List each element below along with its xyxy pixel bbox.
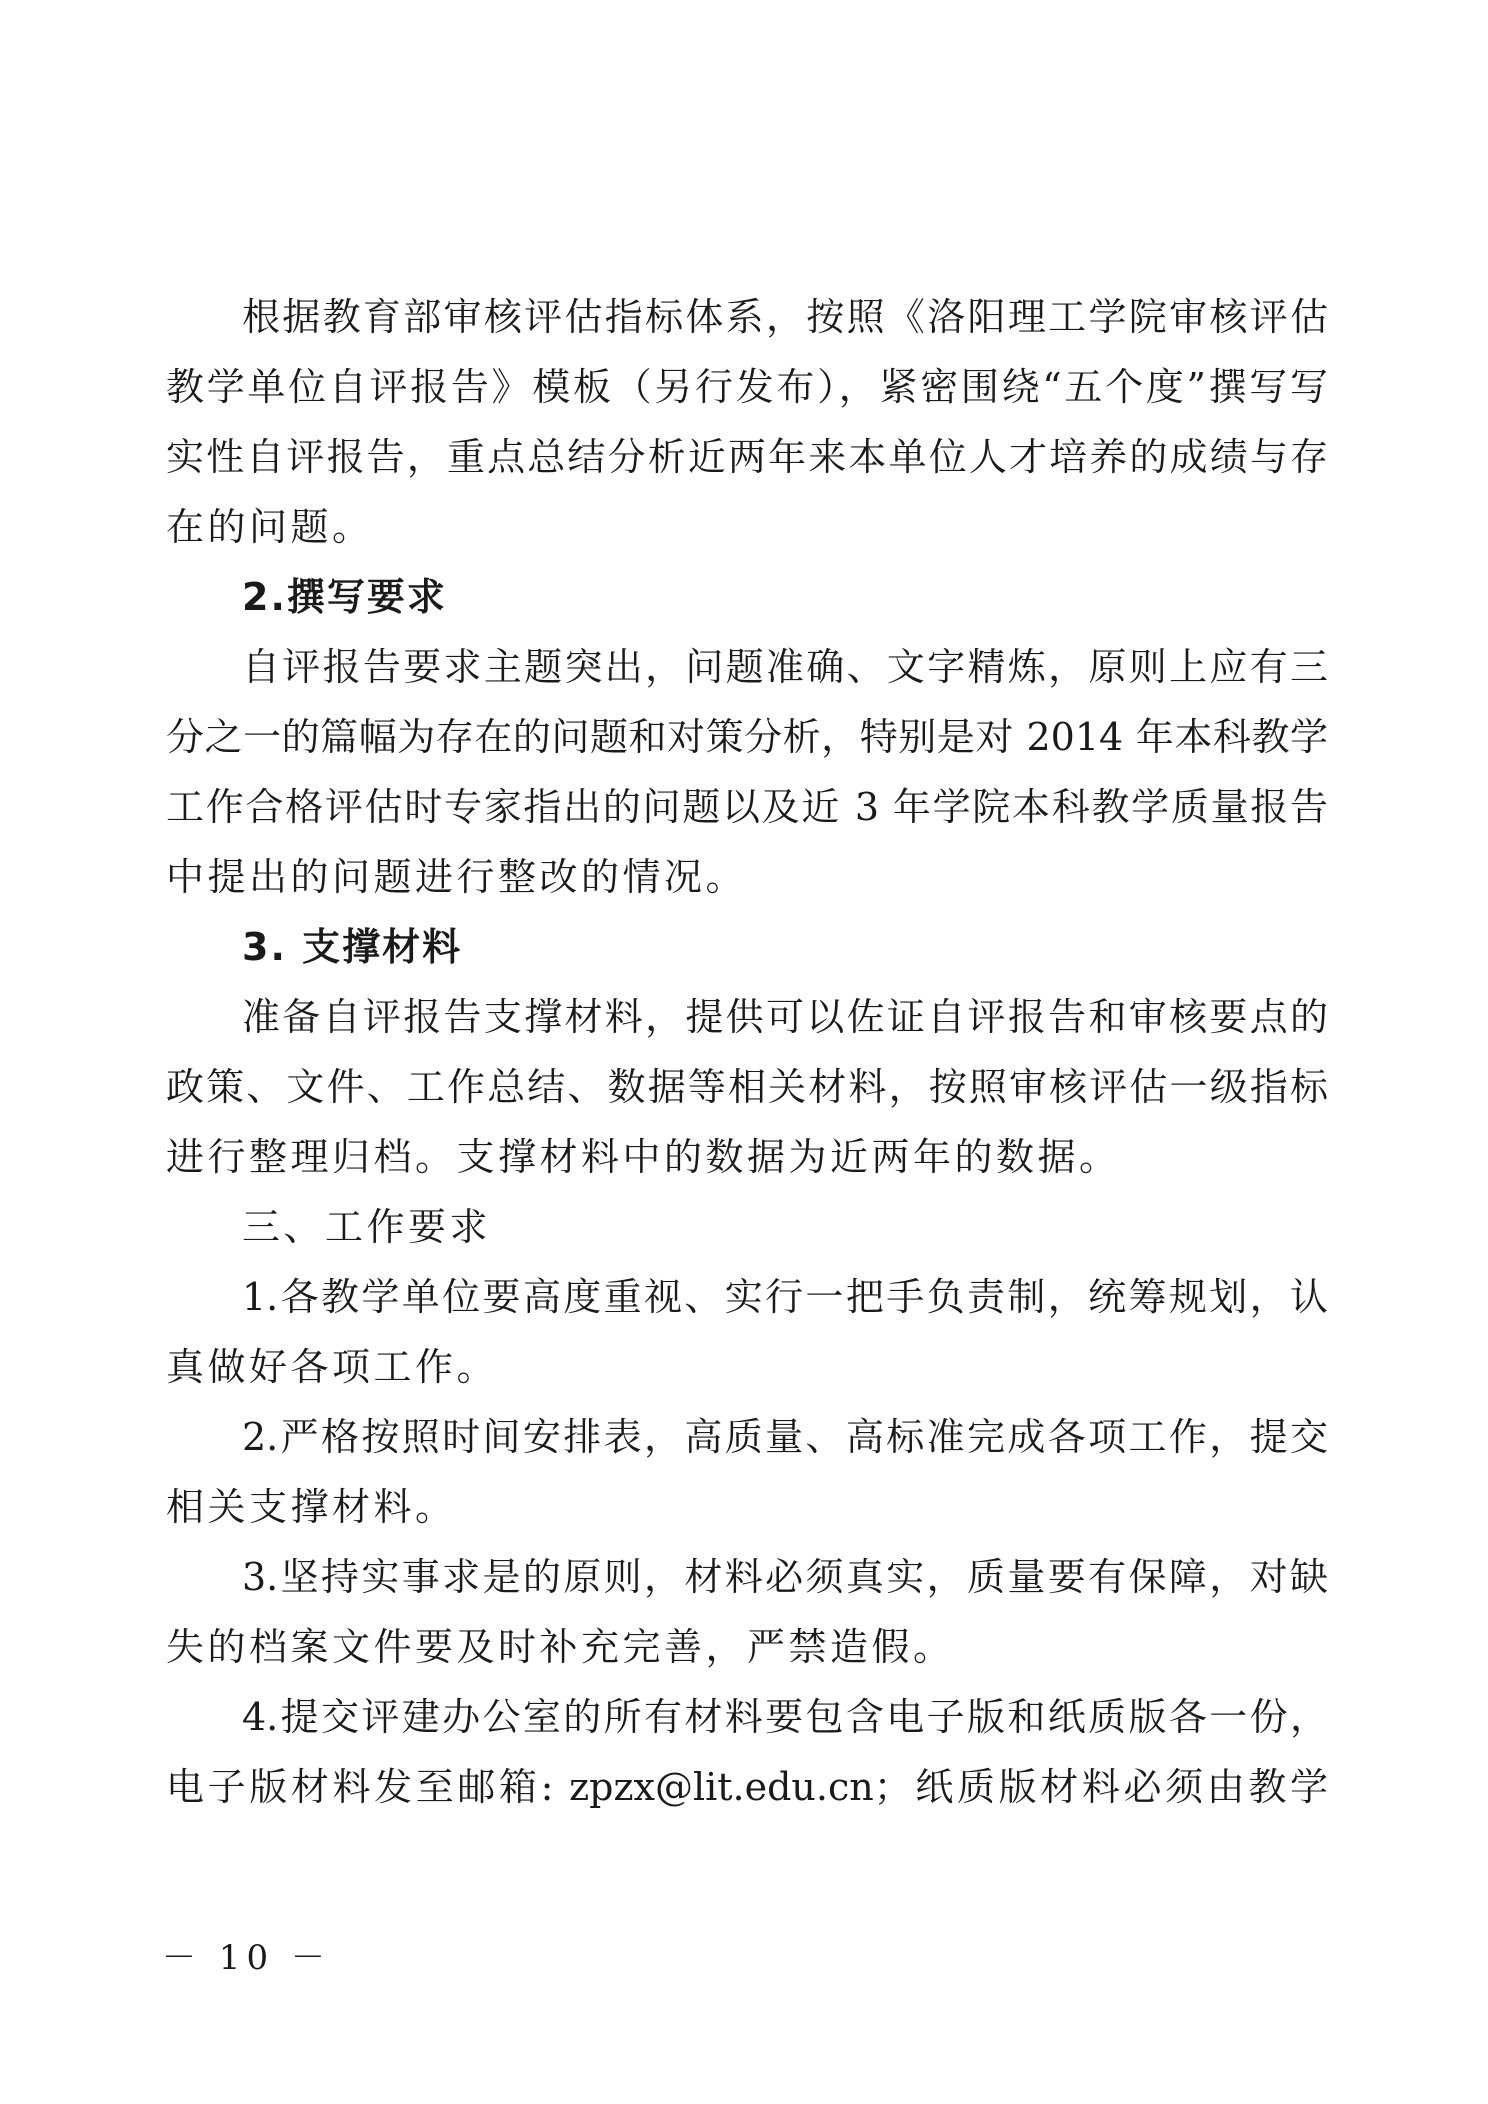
paragraph-line: 分之一的篇幅为存在的问题和对策分析，特别是对 2014 年本科教学 <box>166 715 1328 759</box>
paragraph-line: 进行整理归档。支撑材料中的数据为近两年的数据。 <box>166 1135 1121 1179</box>
paragraph-line: 失的档案文件要及时补充完善，严禁造假。 <box>166 1625 955 1669</box>
page-number: － 10 － <box>162 1938 331 1978</box>
document-body <box>166 282 1328 1822</box>
paragraph-line: 1.各教学单位要高度重视、实行一把手负责制，统筹规划，认 <box>242 1275 1328 1319</box>
paragraph-line: 4.提交评建办公室的所有材料要包含电子版和纸质版各一份， <box>242 1695 1328 1739</box>
paragraph-line: 2.严格按照时间安排表，高质量、高标准完成各项工作，提交 <box>242 1415 1328 1459</box>
paragraph-line: 真做好各项工作。 <box>166 1345 499 1389</box>
paragraph-line: 3.坚持实事求是的原则，材料必须真实，质量要有保障，对缺 <box>242 1555 1328 1599</box>
subsection-heading-supporting-materials: 3. 支撑材料 <box>242 925 463 969</box>
paragraph-line: 中提出的问题进行整改的情况。 <box>166 855 748 899</box>
paragraph-line: 根据教育部审核评估指标体系，按照《洛阳理工学院审核评估 <box>242 295 1328 339</box>
paragraph-line: 实性自评报告，重点总结分析近两年来本单位人才培养的成绩与存 <box>166 435 1328 479</box>
paragraph-line-email: 电子版材料发至邮箱: zpzx@lit.edu.cn；纸质版材料必须由教学 <box>166 1765 1328 1809</box>
paragraph-line: 相关支撑材料。 <box>166 1485 457 1529</box>
paragraph-line: 政策、文件、工作总结、数据等相关材料，按照审核评估一级指标 <box>166 1065 1328 1109</box>
paragraph-line: 准备自评报告支撑材料，提供可以佐证自评报告和审核要点的 <box>242 995 1328 1039</box>
subsection-heading-writing-requirements: 2.撰写要求 <box>242 575 447 619</box>
paragraph-line: 教学单位自评报告》模板（另行发布），紧密围绕“五个度”撰写写 <box>166 365 1328 409</box>
paragraph-line: 在的问题。 <box>166 505 374 549</box>
paragraph-line: 工作合格评估时专家指出的问题以及近 3 年学院本科教学质量报告 <box>166 785 1328 829</box>
paragraph-line: 自评报告要求主题突出，问题准确、文字精炼，原则上应有三 <box>242 645 1328 689</box>
section-heading-work-requirements: 三、工作要求 <box>242 1205 492 1249</box>
